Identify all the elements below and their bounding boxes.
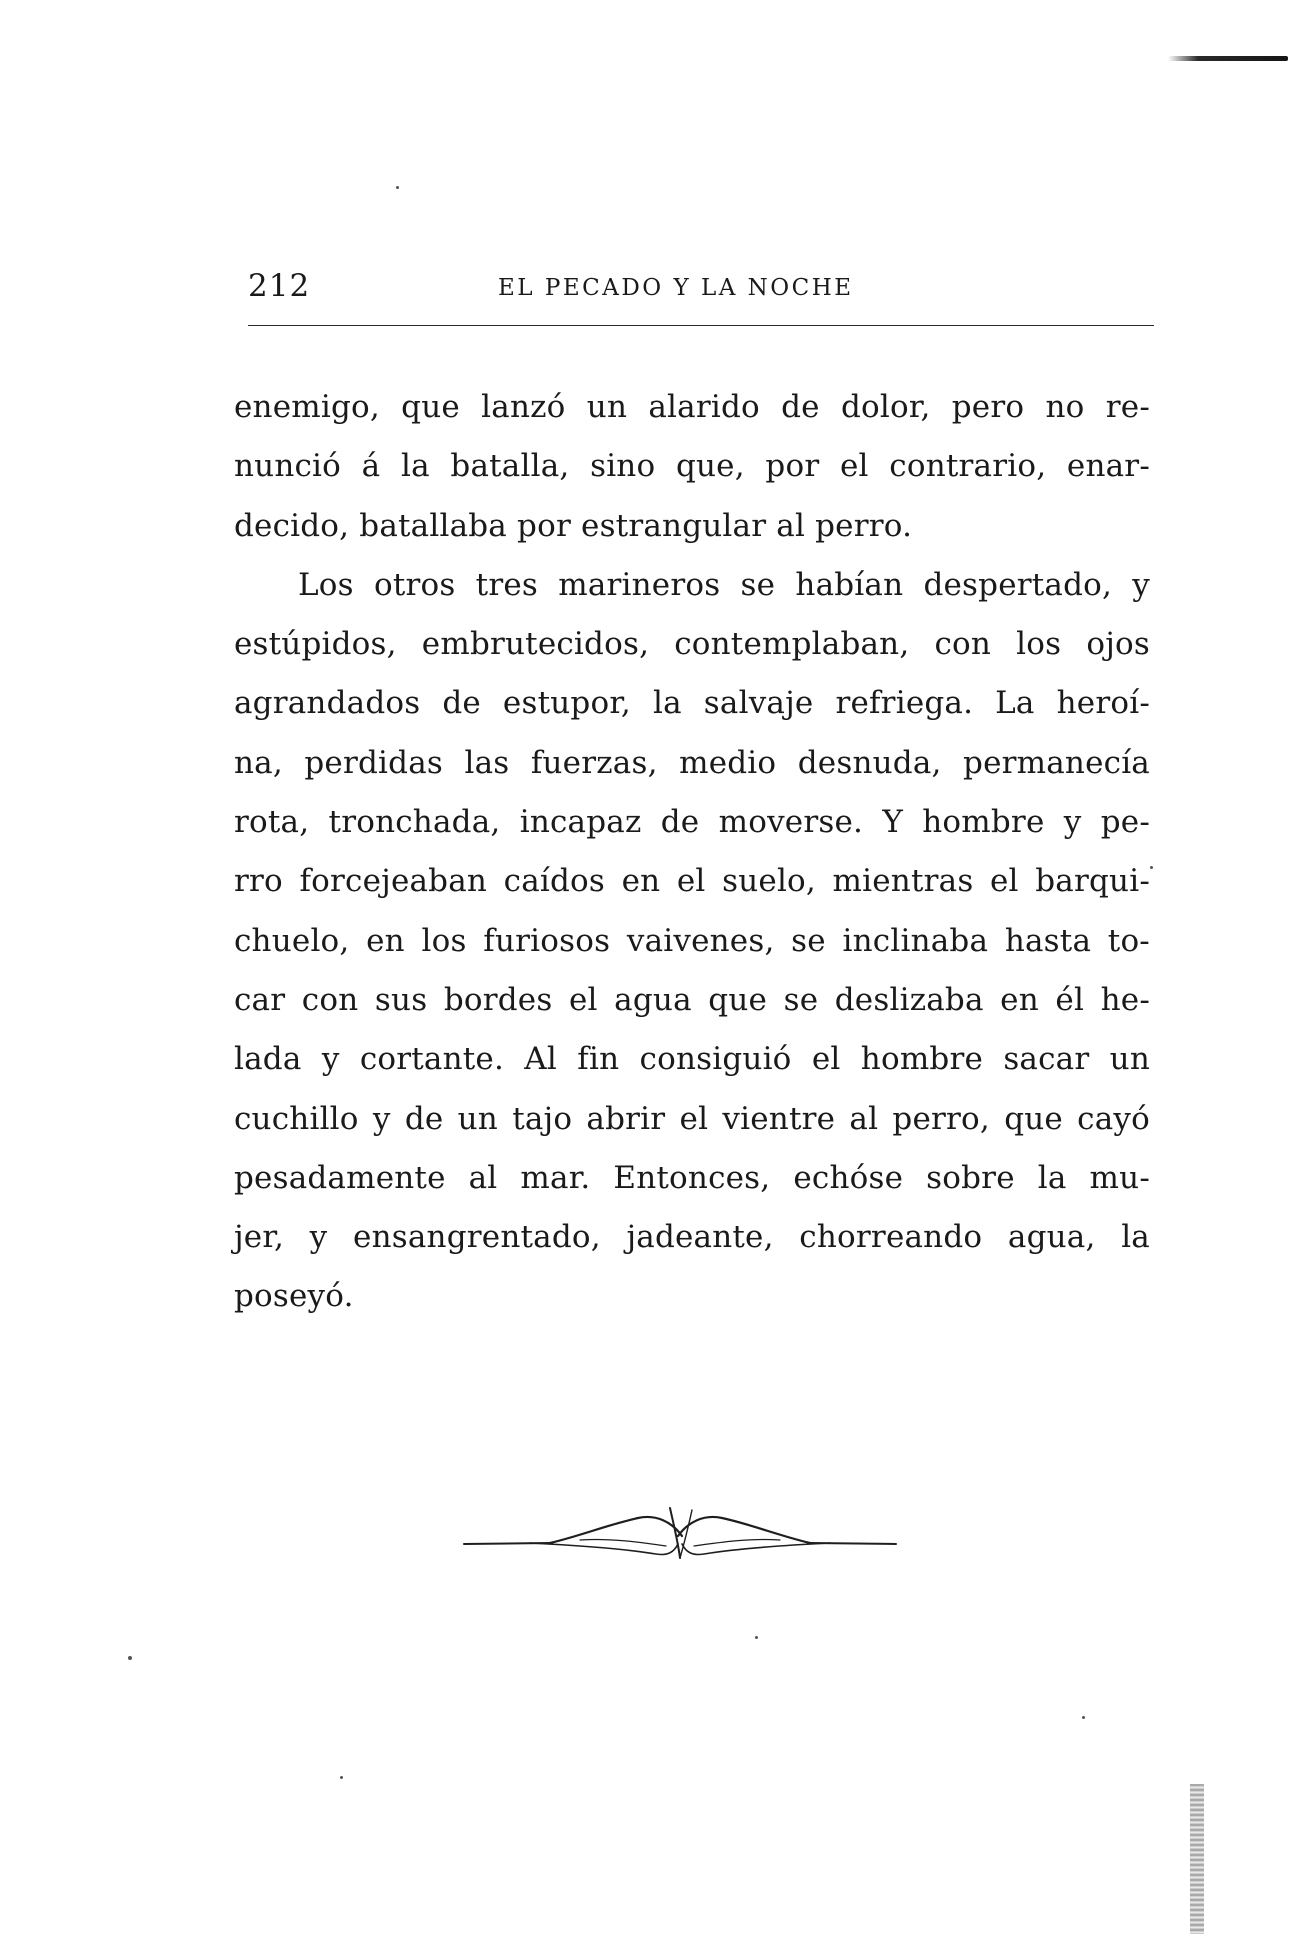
paper-speck [340,1776,343,1779]
text-line: poseyó. [234,1278,354,1315]
tailpiece-flourish-icon [460,1496,900,1566]
paper-speck [396,186,399,189]
text-line: na, perdidas las fuerzas, medio desnuda, permanecía [234,744,1150,781]
text-line: pesadamente al mar. Entonces, echóse sobre la mu- [234,1159,1150,1196]
text-line: car con sus bordes el agua que se deslizaba en él he- [234,981,1150,1018]
text-line: estúpidos, embrutecidos, contemplaban, con los ojos [234,626,1150,663]
text-line: lada y cortante. Al fin consiguió el hombre sacar un [234,1041,1150,1078]
text-line: chuelo, en los furiosos vaivenes, se inclinaba hasta to- [234,922,1150,959]
text-line: enemigo, que lanzó un alarido de dolor, pero no re- [234,389,1150,425]
paragraph-first-line: Los otros tres marineros se habían despertado, y [298,566,1150,603]
running-head [248,266,1154,310]
text-line: cuchillo y de un tajo abrir el vientre al perro, que cayó [234,1100,1150,1137]
paper-speck [128,1656,132,1660]
paper-speck [755,1636,758,1639]
header-rule [248,325,1154,326]
text-line: decido, batallaba por estrangular al perro. [234,507,913,544]
text-line: nunció á la batalla, sino que, por el contrario, enar- [234,448,1150,485]
body-text [234,378,1150,1327]
text-line: jer, y ensangrentado, jadeante, chorreando agua, la [234,1219,1150,1256]
paper-speck [1150,866,1153,869]
running-title: EL PECADO Y LA NOCHE [498,275,854,301]
paper-speck [1082,1716,1085,1719]
text-line: rro forcejeaban caídos en el suelo, mientras el barqui- [234,863,1150,900]
text-line: rota, tronchada, incapaz de moverse. Y hombre y pe- [234,804,1150,841]
page-number: 212 [248,268,311,304]
scan-edge-noise [1190,1784,1204,1934]
scan-edge-mark [1168,56,1288,61]
text-line: agrandados de estupor, la salvaje refriega. La heroí- [234,685,1150,722]
